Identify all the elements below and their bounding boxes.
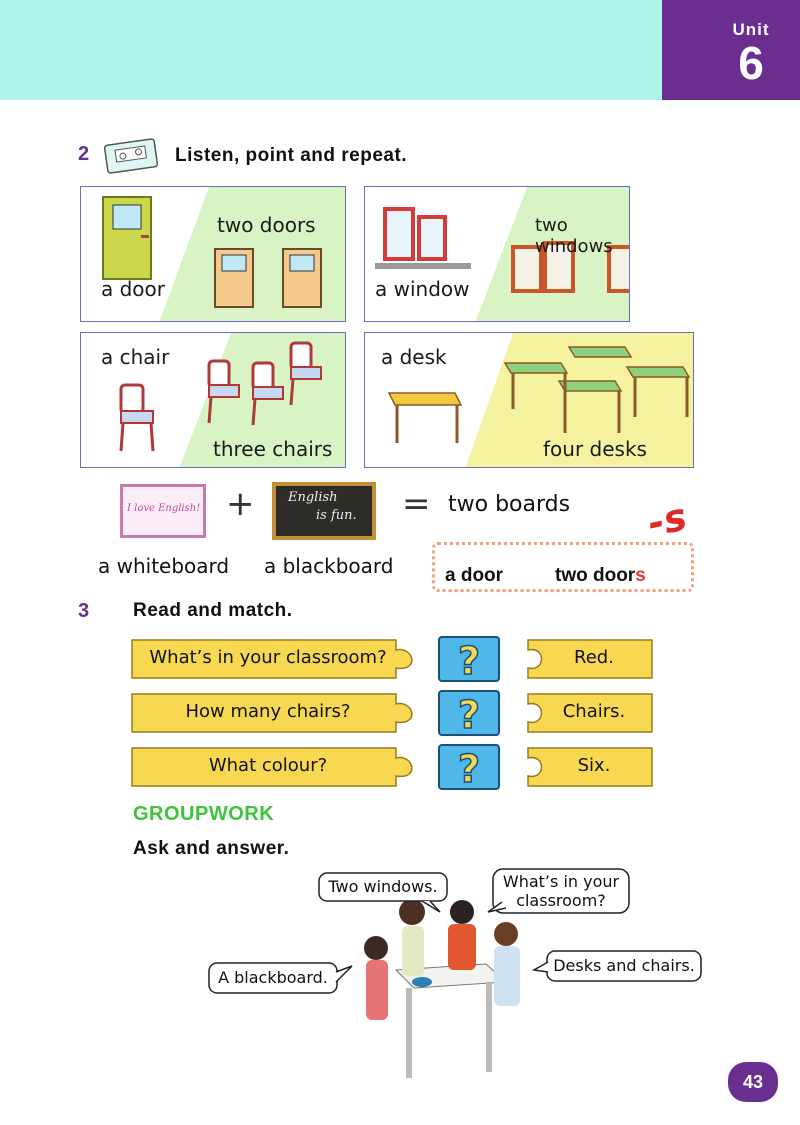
whiteboard-text: I love English! — [127, 503, 201, 514]
speech-bubble-2 — [492, 868, 630, 914]
panel-chairs — [80, 332, 346, 468]
question-mark-box-3[interactable] — [438, 744, 500, 790]
speech-bubble-1-text: Two windows. — [328, 877, 438, 896]
speech-bubble-2-text-line2: classroom? — [516, 891, 606, 910]
section-2-title: Listen, point and repeat. — [175, 145, 408, 166]
label-three-chairs: three chairs — [213, 437, 333, 461]
speech-bubble-2-text-line1: What’s in your — [502, 872, 620, 891]
question-mark-glyph: ? — [457, 693, 481, 736]
answer-piece-2[interactable] — [526, 690, 654, 734]
label-a-window: a window — [375, 277, 470, 301]
unit-number: 6 — [738, 37, 764, 89]
question-mark-box-1[interactable] — [438, 636, 500, 682]
rule-plural-stem: two door — [555, 565, 636, 586]
rule-plural-suffix: s — [635, 565, 646, 586]
s-suffix-badge: -s — [643, 494, 691, 546]
rule-plural — [555, 565, 646, 587]
panel-desks — [364, 332, 694, 468]
answer-text-2: Chairs. — [562, 701, 626, 722]
label-a-door: a door — [101, 277, 166, 301]
label-two-boards: two boards — [448, 492, 571, 517]
label-a-chair: a chair — [101, 345, 170, 369]
question-mark-icon — [438, 636, 500, 682]
groupwork-instruction: Ask and answer. — [133, 838, 290, 859]
question-mark-glyph: ? — [457, 747, 481, 790]
blackboard-text-line2: is fun. — [316, 508, 357, 523]
equals-sign: = — [402, 484, 431, 524]
panel-doors — [80, 186, 346, 322]
answer-text-1: Red. — [574, 647, 614, 668]
question-text-3: What colour? — [208, 755, 328, 776]
page-number: 43 — [728, 1062, 778, 1102]
question-mark-icon — [438, 690, 500, 736]
speech-bubble-3-text: A blackboard. — [218, 968, 328, 987]
label-a-blackboard: a blackboard — [264, 554, 394, 578]
rule-singular: a door — [445, 565, 504, 586]
label-a-desk: a desk — [381, 345, 447, 369]
label-two-windows: two windows — [535, 215, 613, 257]
section-3-title: Read and match. — [133, 600, 293, 621]
speech-bubble-4-text: Desks and chairs. — [553, 956, 695, 975]
plural-rule-box — [432, 542, 694, 592]
question-piece-2[interactable] — [128, 690, 428, 734]
whiteboard-image — [120, 484, 206, 538]
children-illustration — [336, 890, 536, 1110]
section-3-number: 3 — [78, 600, 90, 622]
panel-windows — [364, 186, 630, 322]
speech-bubble-1 — [318, 872, 448, 902]
blackboard-text-line1: English — [288, 490, 338, 505]
question-text-2: How many chairs? — [185, 701, 351, 722]
unit-label: Unit — [732, 20, 770, 39]
question-mark-box-2[interactable] — [438, 690, 500, 736]
answer-text-3: Six. — [577, 755, 611, 776]
question-text-1: What’s in your classroom? — [149, 647, 387, 668]
speech-bubble-4 — [546, 950, 702, 982]
question-mark-icon — [438, 744, 500, 790]
answer-piece-1[interactable] — [526, 636, 654, 680]
question-piece-1[interactable] — [128, 636, 428, 680]
question-piece-3[interactable] — [128, 744, 428, 788]
doors-illustration — [81, 187, 346, 322]
cassette-icon — [104, 136, 160, 176]
unit-tab — [662, 0, 800, 100]
label-four-desks: four desks — [543, 437, 647, 461]
label-two-doors: two doors — [217, 213, 316, 237]
section-2-number: 2 — [78, 143, 90, 165]
answer-piece-3[interactable] — [526, 744, 654, 788]
label-a-whiteboard: a whiteboard — [98, 554, 230, 578]
speech-bubble-3 — [208, 962, 338, 994]
groupwork-label: GROUPWORK — [133, 803, 275, 825]
question-mark-glyph: ? — [457, 639, 481, 682]
header-band — [0, 0, 662, 100]
plus-sign: + — [226, 484, 255, 524]
blackboard-image — [272, 482, 376, 540]
